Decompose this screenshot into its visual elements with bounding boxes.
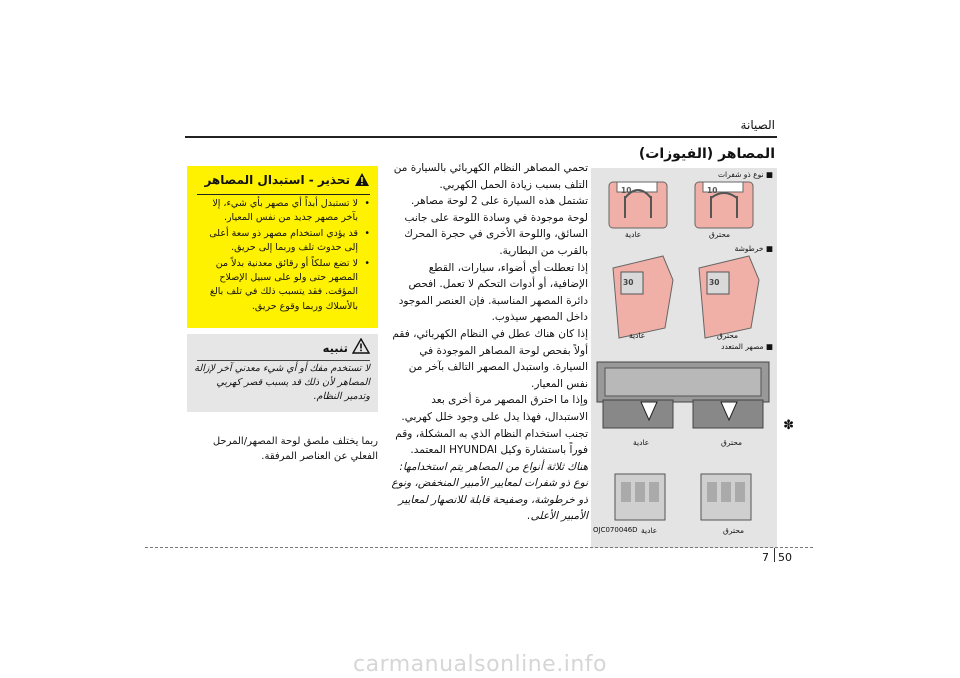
page-number-separator bbox=[774, 548, 775, 562]
blade-fuse-normal bbox=[609, 182, 667, 228]
multi-fuse-caption: ■ مصهر المتعدد bbox=[721, 342, 773, 351]
caution-triangle-icon bbox=[352, 338, 370, 357]
fuse-housing-blown bbox=[701, 474, 751, 520]
page-title: المصاهر (الفيوزات) bbox=[638, 146, 775, 162]
fuse-amp-label: 10 bbox=[621, 186, 632, 195]
note-text: ربما يختلف ملصق لوحة المصهر/المرحل الفعلي عن العناصر المرفقة. bbox=[212, 436, 378, 462]
fuse-figure bbox=[591, 168, 777, 548]
cartridge-amp-label: 30 bbox=[623, 278, 634, 287]
cartridge-fuse-normal bbox=[613, 256, 673, 338]
fuse-housing-normal bbox=[615, 474, 665, 520]
paragraph-4: إذا كان هناك عطل في النظام الكهربائي، فقم أولاً بفحص لوحة المصاهر الموجودة في السيارة. واستبدل المصهر التالف بآخر من نفس المعيار. bbox=[392, 327, 588, 390]
note-star-icon: ✽ bbox=[783, 418, 794, 433]
warning-triangle-icon bbox=[354, 172, 370, 190]
blade-type-caption: ■ نوع ذو شفرات bbox=[718, 170, 773, 179]
blown-caption: محترق bbox=[717, 331, 739, 340]
blade-fuse-blown bbox=[695, 182, 753, 228]
cartridge-type-caption: ■ خرطوشة bbox=[734, 244, 773, 253]
fuse-amp-label: 10 bbox=[707, 186, 718, 195]
normal-caption: عادية bbox=[625, 230, 642, 239]
paragraph-1: تحمي المصاهر النظام الكهربائي بالسيارة من التلف بسبب زيادة الحمل الكهربي. bbox=[393, 162, 588, 191]
normal-caption: عادية bbox=[633, 438, 650, 447]
blown-caption: محترق bbox=[721, 438, 743, 447]
paragraph-3: إذا تعطلت أي أضواء، سيارات، القطع الإضافية، أو أدوات التحكم لا تعمل. افحص دائرة المصهر المناسبة. فإن العنصر الموجود داخل المصهر سيذوب. bbox=[398, 261, 588, 324]
paragraph-5: وإذا ما احترق المصهر مرة أخرى بعد الاستبدال، فهذا يدل على وجود خلل كهربي. تجنب استخدام النظام الذي به المشكلة، وقم فوراً باستشارة وكيل HYUNDAI المعتمد. bbox=[395, 394, 588, 457]
warning-item: • قد يؤدي استخدام مصهر ذو سعة أعلى إلى حدوث تلف وربما إلى حريق. bbox=[194, 227, 370, 256]
cartridge-fuse-blown bbox=[699, 256, 759, 338]
caution-header bbox=[197, 338, 370, 361]
blown-caption: محترق bbox=[723, 526, 745, 535]
warning-header bbox=[197, 170, 370, 195]
figure-code: OJC070046D bbox=[593, 526, 638, 534]
paragraph-2: تشتمل هذه السيارة على 2 لوحة مصاهر. لوحة موجودة في وسادة اللوحة على جانب السائق، واللوحة الأخرى في حجرة المحرك بالقرب من البطارية. bbox=[404, 195, 588, 257]
normal-caption: عادية bbox=[629, 331, 646, 340]
warning-title: تحذير - استبدال المصاهر bbox=[204, 173, 350, 187]
warning-item: • لا تضع سلكاً أو رقائق معدنية بدلاً من المصهر حتى ولو على سبيل الإصلاح المؤقت. فقد يتسبب ذلك في تلف بالغ بالأسلاك وربما وقوع حريق. bbox=[194, 257, 370, 315]
header-divider bbox=[185, 136, 777, 138]
caution-title: تنبيه bbox=[322, 341, 348, 355]
main-text bbox=[388, 160, 588, 525]
blown-caption: محترق bbox=[709, 230, 731, 239]
footer-divider bbox=[145, 547, 813, 548]
section-header: الصيانة bbox=[740, 118, 775, 132]
fuse-illustration bbox=[591, 168, 777, 548]
caution-text: لا تستخدم مفك أو أي شيء معدني آخر لإزالة المصاهر لأن ذلك قد يسبب قصر كهربي وتدمير النظام. bbox=[194, 363, 370, 402]
paragraph-6: هناك ثلاثة أنواع من المصاهر يتم استخدامها: نوع ذو شفرات لمعايير الأمبير المنخفض، ونوع ذو خرطوشة، وصفيحة قابلة للانصهار لمعايير الأمبير الأعلى. bbox=[391, 460, 588, 523]
cartridge-amp-label: 30 bbox=[709, 278, 720, 287]
chapter-number: 7 bbox=[762, 551, 769, 564]
page-number: 50 bbox=[778, 551, 792, 564]
warning-box bbox=[187, 166, 378, 328]
watermark: carmanualsonline.info bbox=[353, 652, 607, 677]
normal-caption: عادية bbox=[641, 526, 658, 535]
warning-item: • لا تستبدل أبداً أي مصهر بأي شيء، إلا بآخر مصهر جديد من نفس المعيار. bbox=[194, 197, 370, 226]
warning-list bbox=[194, 197, 370, 315]
caution-box bbox=[187, 334, 378, 412]
